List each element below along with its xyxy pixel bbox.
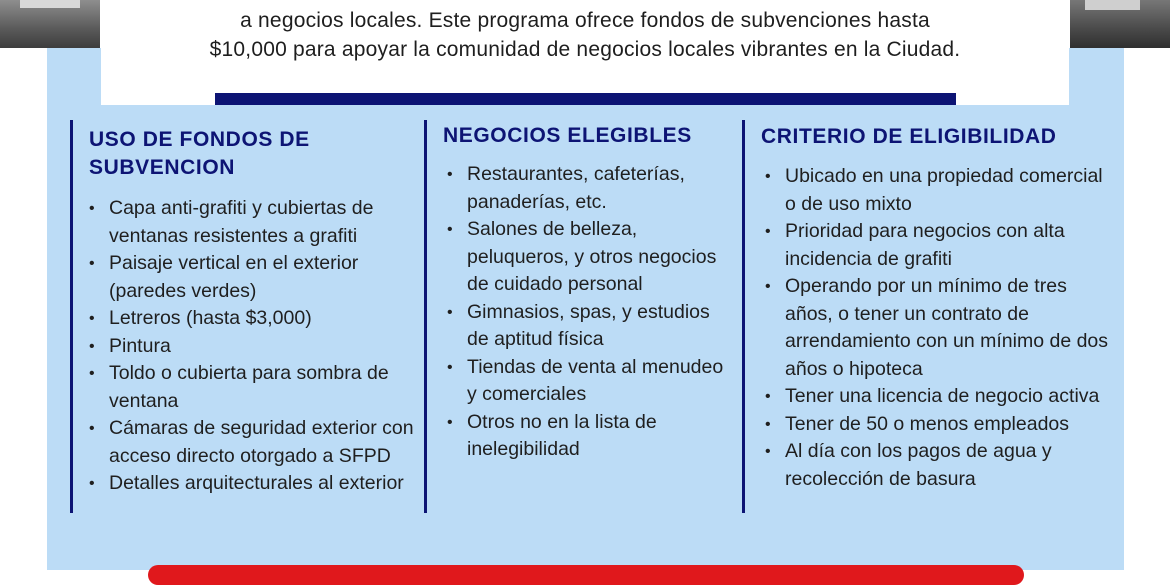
eligible-businesses-column	[424, 120, 732, 513]
red-banner	[148, 565, 1024, 585]
eligibility-criteria-column	[742, 120, 1115, 513]
eligibility-criteria-list	[745, 163, 1115, 493]
intro-line: $10,000 para apoyar la comunidad de negocios locales vibrantes en la Ciudad.	[209, 38, 961, 61]
list-item: • Operando por un mínimo de tres años, o tener un contrato de arrendamiento con un mínimo de dos años o hipoteca	[765, 273, 1115, 383]
list-item: • Gimnasios, spas, y estudios de aptitud física	[447, 299, 732, 354]
divider-bar	[215, 93, 956, 105]
list-item: • Tiendas de venta al menudeo y comerciales	[447, 354, 732, 409]
list-item: • Pintura	[89, 333, 418, 361]
grant-uses-list	[73, 195, 418, 498]
list-item: • Detalles arquitecturales al exterior	[89, 470, 418, 498]
list-item: • Capa anti-grafiti y cubiertas de ventanas resistentes a grafiti	[89, 195, 418, 250]
grant-uses-column	[70, 120, 418, 513]
list-item: • Prioridad para negocios con alta incidencia de grafiti	[765, 218, 1115, 273]
storefront-photo-right	[1070, 0, 1170, 48]
storefront-photo-left	[0, 0, 100, 48]
list-item: • Tener de 50 o menos empleados	[765, 411, 1115, 439]
column-title: CRITERIO DE ELIGIBILIDAD	[761, 125, 1057, 148]
intro-box	[101, 0, 1069, 105]
list-item: • Letreros (hasta $3,000)	[89, 305, 418, 333]
list-item: • Tener una licencia de negocio activa	[765, 383, 1115, 411]
list-item: • Restaurantes, cafeterías, panaderías, etc.	[447, 161, 732, 216]
column-title: USO DE FONDOS DE SUBVENCION	[89, 128, 310, 179]
eligible-businesses-list	[427, 161, 732, 464]
list-item: • Cámaras de seguridad exterior con acceso directo otorgado a SFPD	[89, 415, 418, 470]
column-title: NEGOCIOS ELEGIBLES	[443, 124, 692, 147]
list-item: • Al día con los pagos de agua y recolección de basura	[765, 438, 1115, 493]
list-item: • Ubicado en una propiedad comercial o de uso mixto	[765, 163, 1115, 218]
list-item: • Salones de belleza, peluqueros, y otros negocios de cuidado personal	[447, 216, 732, 299]
intro-line: a negocios locales. Este programa ofrece fondos de subvenciones hasta	[240, 9, 930, 32]
intro-paragraph	[101, 6, 1069, 64]
list-item: • Paisaje vertical en el exterior (paredes verdes)	[89, 250, 418, 305]
list-item: • Toldo o cubierta para sombra de ventana	[89, 360, 418, 415]
list-item: • Otros no en la lista de inelegibilidad	[447, 409, 732, 464]
